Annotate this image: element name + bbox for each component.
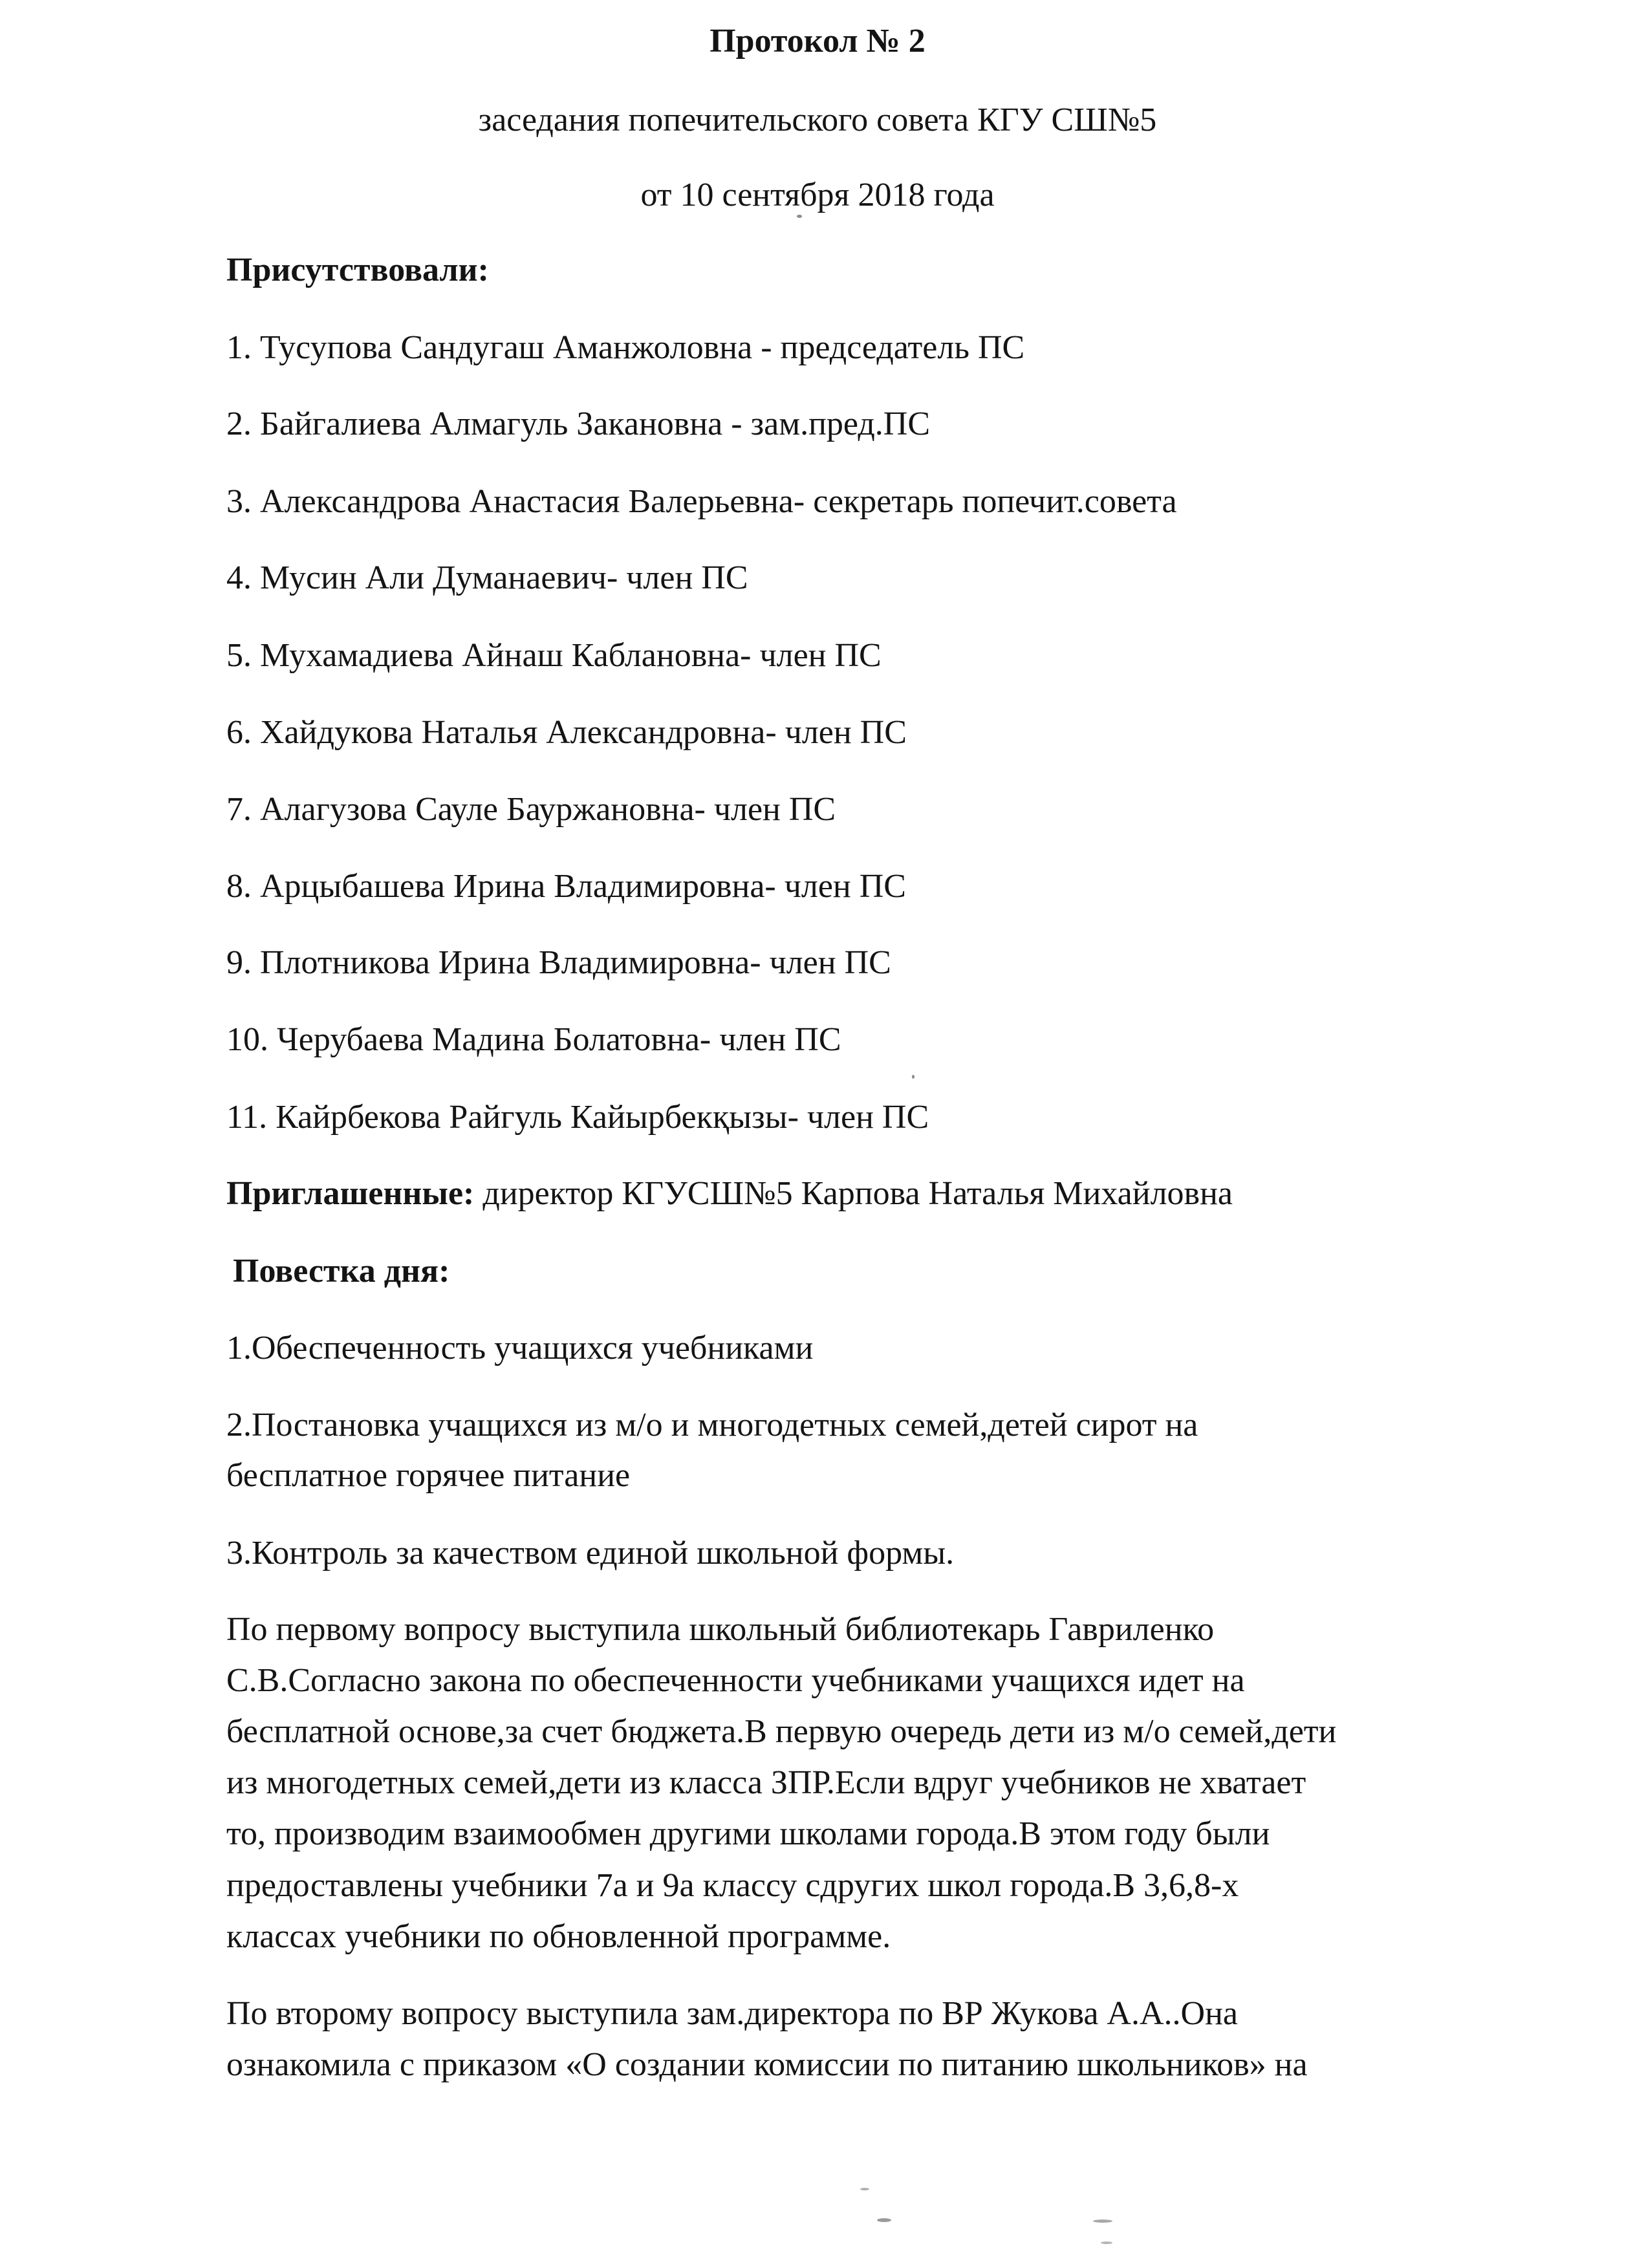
protocol-title: Протокол № 2: [709, 23, 926, 59]
attendee-item: 10. Черубаева Мадина Болатовна- член ПС: [226, 1021, 841, 1058]
paragraph-line: ознакомила с приказом «О создании комиссии по питанию школьников» на: [226, 2046, 1308, 2083]
attendee-item: 6. Хайдукова Наталья Александровна- член ПС: [226, 714, 907, 751]
paragraph-line: С.В.Согласно закона по обеспеченности учебниками учащихся идет на: [226, 1662, 1245, 1699]
paragraph-line: из многодетных семей,дети из класса ЗПР.Если вдруг учебников не хватает: [226, 1764, 1306, 1801]
agenda-item-2: 2.Постановка учащихся из м/о и многодетных семей,детей сирот на: [226, 1407, 1198, 1443]
attendee-item: 8. Арцыбашева Ирина Владимировна- член ПС: [226, 868, 906, 905]
protocol-subtitle: заседания попечительского совета КГУ СШ№5: [478, 102, 1157, 138]
attendee-item: 11. Кайрбекова Райгуль Кайырбекқызы- член ПС: [226, 1099, 929, 1136]
scan-speck: [797, 215, 802, 218]
attendee-item: 9. Плотникова Ирина Владимировна- член ПС: [226, 944, 891, 981]
paragraph-line: По второму вопросу выступила зам.директора по ВР Жукова А.А..Она: [226, 1995, 1238, 2032]
attendee-item: 2. Байгалиева Алмагуль Закановна - зам.пред.ПС: [226, 405, 931, 442]
scan-speck: [860, 2188, 869, 2190]
scan-speck: [912, 1075, 915, 1079]
agenda-item-3: 3.Контроль за качеством единой школьной формы.: [226, 1535, 955, 1571]
attendee-item: 7. Алагузова Сауле Бауржановна- член ПС: [226, 791, 836, 828]
attendee-item: 5. Мухамадиева Айнаш Каблановна- член ПС: [226, 637, 882, 674]
paragraph-line: то, производим взаимообмен другими школами города.В этом году были: [226, 1815, 1270, 1852]
invited-line: [226, 1174, 1233, 1213]
protocol-date: от 10 сентября 2018 года: [640, 177, 995, 213]
attendees-heading: Присутствовали:: [226, 252, 489, 288]
scan-speck: [1093, 2219, 1112, 2223]
paragraph-line: классах учебники по обновленной программе.: [226, 1918, 891, 1955]
agenda-heading: Повестка дня:: [233, 1253, 450, 1290]
paragraph-line: бесплатной основе,за счет бюджета.В первую очередь дети из м/о семей,дети: [226, 1713, 1337, 1750]
paragraph-line: предоставлены учебники 7а и 9а классу сдругих школ города.В 3,6,8-х: [226, 1867, 1239, 1904]
scan-speck: [1101, 2241, 1112, 2244]
scan-speck: [877, 2218, 891, 2222]
agenda-item-2-continued: бесплатное горячее питание: [226, 1457, 631, 1494]
invited-text: директор КГУСШ№5 Карпова Наталья Михайловна: [482, 1175, 1233, 1212]
attendee-item: 1. Тусупова Сандугаш Аманжоловна - председатель ПС: [226, 329, 1025, 366]
agenda-item-1: 1.Обеспеченность учащихся учебниками: [226, 1330, 814, 1366]
attendee-item: 3. Александрова Анастасия Валерьевна- секретарь попечит.совета: [226, 483, 1177, 520]
invited-label: Приглашенные:: [226, 1175, 475, 1212]
paragraph-line: По первому вопросу выступила школьный библиотекарь Гавриленко: [226, 1611, 1215, 1648]
attendee-item: 4. Мусин Али Думанаевич- член ПС: [226, 559, 748, 596]
